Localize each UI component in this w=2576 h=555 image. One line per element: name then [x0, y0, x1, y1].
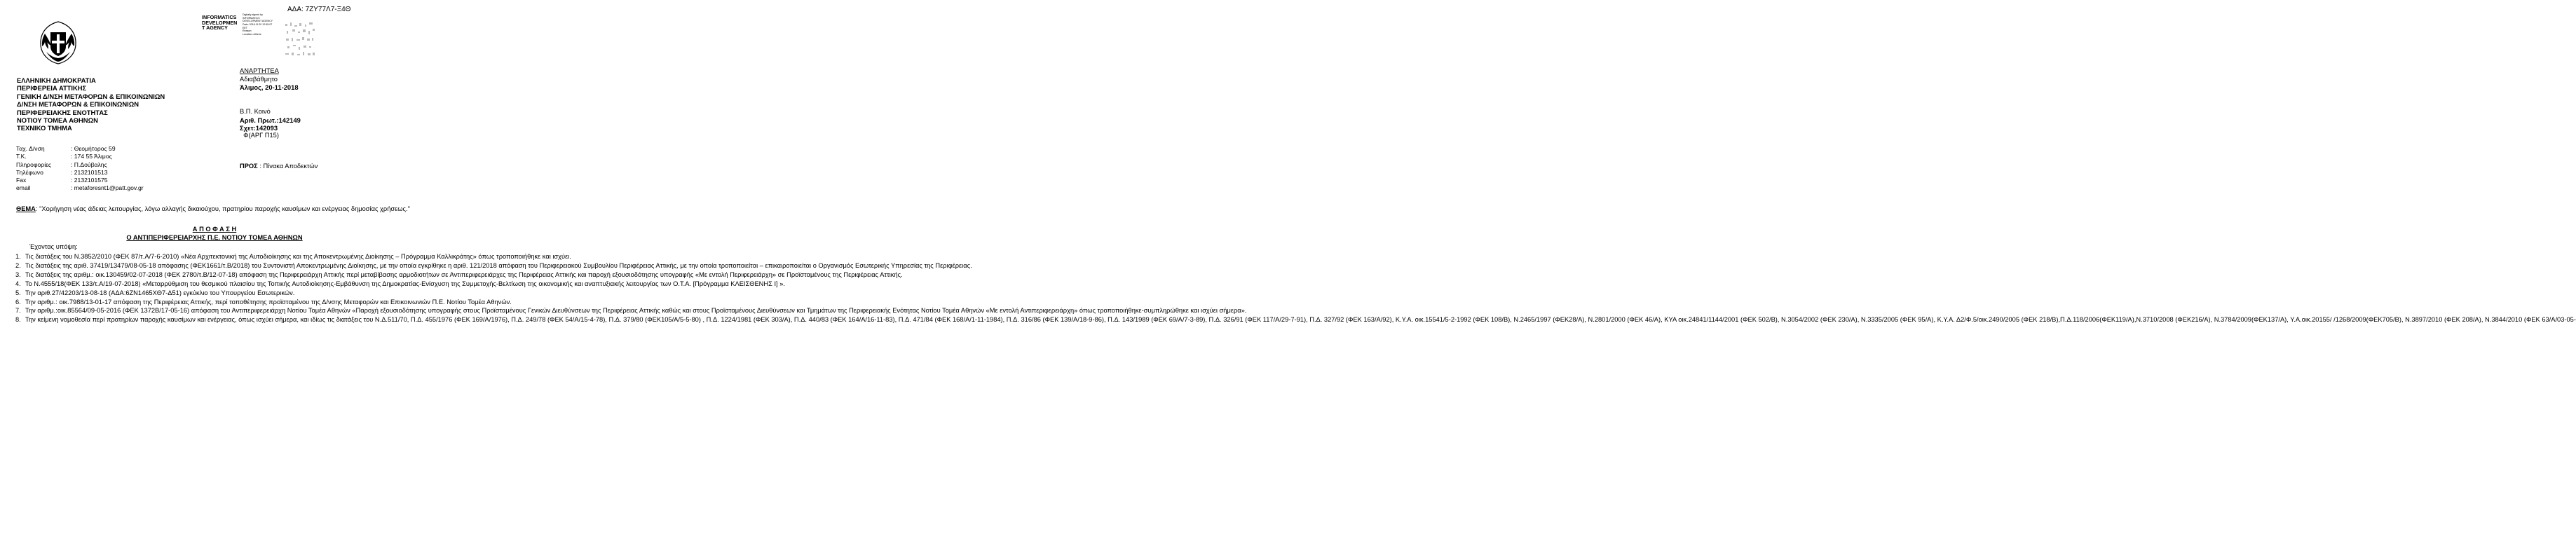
protocol-info — [240, 108, 301, 140]
signature-detail: Date: 2018.11.20 12:55:07 — [243, 23, 273, 27]
contact-row: Πληροφορίες : Π.Δούβαλης — [16, 160, 107, 168]
authority-line: ΝΟΤΙΟΥ ΤΟΜΕΑ ΑΘΗΝΩΝ — [17, 116, 98, 125]
list-item: 8. Την κείμενη νομοθεσία περί πρατηρίων παροχής καυσίμων και ενέργειας, όπως ισχύει σήμερα, και ιδίως τις διατάξεις του Ν.Δ.511/70, Π.Δ. 455/1976 (ΦΕΚ 169/Α/1976), Π.Δ. 249/78 (ΦΕΚ 54/Α/15-4-78), Π.Δ. 379/80 (ΦΕΚ105/Α/5-5-80) , Π.Δ. 1224/1981 (ΦΕΚ 303/Α), Π.Δ. 440/83 (ΦΕΚ 164/Α/16-11-83), Π.Δ. 471/84 (ΦΕΚ 168/Α/1-11-1984), Π.Δ. 316/86 (ΦΕΚ 139/Α/18-9-86), Π.Δ. 143/1989 (ΦΕΚ 69/Α/7-3-89), Π.Δ. 326/91 (ΦΕΚ 117/Α/29-7-91), Π.Δ. 327/92 (ΦΕΚ 163/Α/92), Κ.Υ.Α. οικ.15541/5-2-1992 (ΦΕΚ 108/Β), Ν.2465/1997 (ΦΕΚ28/Α), Ν.2801/2000 (ΦΕΚ 46/Α), ΚΥΑ οικ.24841/1144/2001 (ΦΕΚ 502/Β), Ν.3054/2002 (ΦΕΚ 230/Α), Ν.3335/2005 (ΦΕΚ 95/Α), Κ.Υ.Α. Δ2/Φ.5/οικ.2490/2005 (ΦΕΚ 218/Β),Π.Δ.118/2006(ΦΕΚ119/Α),Ν.3710/2008 (ΦΕΚ216/Α), Ν.3784/2009(ΦΕΚ137/Α), Υ.Α.οικ.20155/ /1268/2009(ΦΕΚ705/Β), Ν.3897/2010 (ΦΕΚ 208/Α), Ν.3844/2010 (ΦΕΚ 63/Α/03-05- — [15, 316, 2576, 324]
signature-line: DEVELOPMEN — [202, 19, 238, 26]
list-item: 1. Τις διατάξεις του Ν.3852/2010 (ΦΕΚ 87/τ.Α/7-6-2010) «Νέα Αρχιτεκτονική της Αυτοδιοίκησης και της Αποκεντρωμένης Διοίκησης – Πρόγραμμα Καλλικράτης» όπως τροποποιήθηκε και ισχύει. — [15, 253, 571, 260]
subject-label: ΘΕΜΑ — [16, 205, 36, 212]
related-number: Σχετ:142093 — [240, 123, 278, 132]
authority-line: ΓΕΝΙΚΗ Δ/ΝΣΗ ΜΕΤΑΦΟΡΩΝ & ΕΠΙΚΟΙΝΩΝΙΩΝ — [17, 92, 165, 100]
digital-signature-details — [243, 13, 273, 36]
signature-line: T AGENCY — [202, 25, 228, 32]
list-item: 3. Τις διατάξεις της αριθμ.: οικ.130459/02-07-2018 (ΦΕΚ 2780/τ.Β/12-07-18) απόφαση της Περιφερειάρχη Αττικής περί μεταβίβασης αρμοδιοτήτων σε Αντιπεριφερειάρχες της Περιφέρειας Αττικής και παροχή εξουσιοδότησης υπογραφής «Με εντολή Περιφερειάρχη» σε Προϊσταμένους της Περιφέρειας Αττικής. — [15, 270, 903, 278]
signature-detail: Location: Athens — [243, 33, 261, 36]
protocol-number: Αριθ. Πρωτ.:142149 — [240, 116, 301, 124]
decision-title: Α Π Ο Φ Α Σ Η — [192, 226, 237, 233]
file-code: Φ(ΑΡΓ Π15) — [243, 132, 279, 139]
list-item: 6. Την αριθμ.: οικ.7988/13-01-17 απόφαση της Περιφέρειας Αττικής, περί τοποθέτησης προϊσταμένου της Δ/νσης Μεταφορών και Επικοινωνιών Π.Ε. Νοτίου Τομέα Αθηνών. — [15, 298, 512, 306]
greek-coat-of-arms-icon — [36, 20, 80, 66]
contact-row: email : metaforesnt1@patt.gov.gr — [16, 184, 144, 192]
publication-flag: ΑΝΑΡΤΗΤΕΑ — [240, 67, 279, 74]
document-status — [240, 67, 299, 92]
contact-row: Τηλέφωνο : 2132101513 — [16, 168, 108, 176]
document-date: Άλιμος, 20-11-2018 — [240, 83, 299, 92]
considerations-list — [15, 253, 2576, 325]
signature-detail: DEVELOPMENT AGENCY — [243, 20, 273, 23]
considering-intro: Έχοντας υπόψη: — [29, 243, 78, 250]
signature-stamp-icon — [284, 21, 318, 62]
signature-detail: EET — [243, 26, 247, 29]
issuing-authority — [17, 76, 165, 132]
contact-details — [16, 145, 144, 193]
subject — [16, 205, 417, 214]
decision-heading — [0, 225, 429, 242]
authority-line: ΠΕΡΙΦΕΡΕΙΑ ΑΤΤΙΚΗΣ — [17, 84, 87, 92]
ada-code: ΑΔΑ: 7ΖΥ77Λ7-Ξ4Θ — [287, 6, 351, 13]
contact-row: Fax : 2132101575 — [16, 177, 108, 184]
signature-detail: Reason: — [243, 29, 252, 33]
list-item: 5. Την αριθ.27/42203/13-08-18 (ΑΔΑ:6ΖΝ1465ΧΘ7-Δ51) εγκύκλιο του Υπουργείου Εσωτερικών. — [15, 289, 295, 296]
recipients-value: : Πίνακα Αποδεκτών — [257, 163, 318, 170]
signature-detail: INFORMATICS — [243, 16, 260, 20]
digital-signature-label — [202, 15, 237, 31]
authority-line: ΕΛΛΗΝΙΚΗ ΔΗΜΟΚΡΑΤΙΑ — [17, 76, 96, 84]
contact-row: T.K. : 174 55 Άλιμος — [16, 153, 112, 160]
list-item: 2. Τις διατάξεις της αριθ. 37419/13479/08-05-18 απόφασης (ΦΕΚ1661/τ.Β/2018) του Συντονιστή Αποκεντρωμένης Διοίκησης, με την οποία εγκρίθηκε η αριθ. 121/2018 απόφαση του Περιφερειακού Συμβουλίου Περιφέρειας Αττικής, με την οποία τροποποιείται – επικαιροποιείται ο Οργανισμός Εσωτερικής Υπηρεσίας της Περιφέρειας. — [15, 261, 972, 269]
priority: Β.Π. Κοινό — [240, 108, 271, 115]
recipients-label: ΠΡΟΣ — [240, 163, 258, 170]
authority-line: ΠΕΡΙΦΕΡΕΙΑΚΗΣ ΕΝΟΤΗΤΑΣ — [17, 108, 108, 116]
recipients — [240, 163, 318, 170]
list-item: 7. Την αριθμ.:οικ.85564/09-05-2016 (ΦΕΚ 1372Β/17-05-16) απόφαση του Αντιπεριφερειάρχη Νοτίου Τομέα Αθηνών «Παροχή εξουσιοδότησης υπογραφής στους Προϊσταμένους Γενικών Διευθύνσεων της Περιφέρειας Αττικής καθώς και στους Προϊσταμένους Διευθύνσεων και Τμημάτων της Περιφερειακής Ενότητας Νοτίου Τομέα Αθηνών «Με εντολή Αντιπεριφερειάρχη» όπως τροποποιήθηκε-συμπληρώθηκε και ισχύει σήμερα». — [15, 307, 1247, 315]
list-item: 4. Το Ν.4555/18(ΦΕΚ 133/τ.Α/19-07-2018) «Μεταρρύθμιση του θεσμικού πλαισίου της Τοπικής Αυτοδιοίκησης-Εμβάθυνση της Δημοκρατίας-Ενίσχυση της Συμμετοχής-Βελτίωση της οικονομικής και αναπτυξιακής λειτουργίας των Ο.Τ.Α. [Πρόγραμμα ΚΛΕΙΣΘΕΝΗΣ Ι] ». — [15, 280, 785, 287]
signature-line: INFORMATICS — [202, 14, 237, 20]
subject-text: : "Χορήγηση νέας άδειας λειτουργίας, λόγω αλλαγής δικαιούχου, πρατηρίου παροχής καυσίμων και ενέργειας δημοσίας χρήσεως." — [35, 205, 410, 212]
decision-subtitle: Ο ΑΝΤΙΠΕΡΙΦΕΡΕΙΑΡΧΗΣ Π.Ε. ΝΟΤΙΟΥ ΤΟΜΕΑ ΑΘΗΝΩΝ — [126, 234, 303, 241]
classification: Αδιαβάθμητο — [240, 75, 278, 83]
authority-line: Δ/ΝΣΗ ΜΕΤΑΦΟΡΩΝ & ΕΠΙΚΟΙΝΩΝΙΩΝ — [17, 100, 139, 109]
authority-line: ΤΕΧΝΙΚΟ ΤΜΗΜΑ — [17, 124, 72, 132]
signature-detail: Digitally signed by — [243, 13, 263, 16]
contact-row: Ταχ. Δ/νση : Θεομήτορος 59 — [16, 145, 116, 152]
